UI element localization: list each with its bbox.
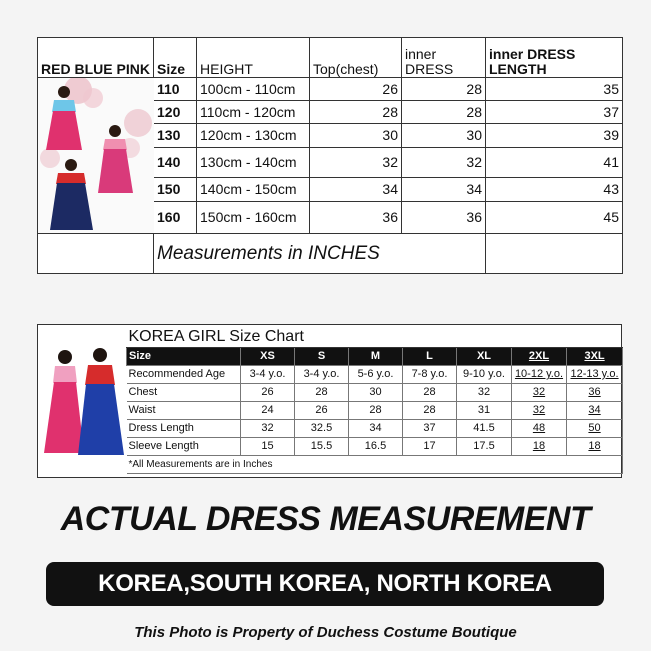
height-cell: 130cm - 140cm (197, 148, 310, 177)
empty-cell (486, 234, 623, 274)
head-3xl: 3XL (567, 348, 623, 366)
cell: 18 (567, 438, 623, 456)
korea-girl-size-chart (37, 324, 622, 478)
cell: 16.5 (349, 438, 403, 456)
size-cell: 140 (154, 148, 197, 177)
cell: 15.5 (295, 438, 349, 456)
cell: 28 (403, 384, 457, 402)
cell: 28 (349, 402, 403, 420)
row-label: Dress Length (127, 420, 241, 438)
inner-cell: 32 (402, 148, 486, 177)
inner-cell: 28 (402, 101, 486, 124)
head-l: L (403, 348, 457, 366)
empty-cell (38, 234, 154, 274)
header-inner-dress-length: inner DRESS LENGTH (486, 38, 623, 78)
table-row (127, 420, 623, 438)
table-row (127, 366, 623, 384)
hanbok-girls-illustration (38, 78, 154, 233)
cell: 34 (567, 402, 623, 420)
size-cell: 150 (154, 177, 197, 201)
size-table-inches (37, 37, 623, 274)
size-cell: 160 (154, 201, 197, 233)
header-inner-dress: inner DRESS (402, 38, 486, 78)
table-row (127, 402, 623, 420)
size-cell: 120 (154, 101, 197, 124)
top-cell: 34 (310, 177, 402, 201)
inner-cell: 28 (402, 78, 486, 101)
header-top-chest: Top(chest) (310, 38, 402, 78)
table-row (127, 438, 623, 456)
row-label: Chest (127, 384, 241, 402)
inner-cell: 30 (402, 124, 486, 148)
length-cell: 39 (486, 124, 623, 148)
cell: 15 (241, 438, 295, 456)
cell: 10-12 y.o. (512, 366, 567, 384)
length-cell: 37 (486, 101, 623, 124)
height-cell: 110cm - 120cm (197, 101, 310, 124)
size-cell: 130 (154, 124, 197, 148)
head-2xl: 2XL (512, 348, 567, 366)
table-header-row (38, 38, 623, 78)
footnote: *All Measurements are in Inches (127, 456, 623, 474)
chart-title: KOREA GIRL Size Chart (127, 325, 623, 348)
row-label: Waist (127, 402, 241, 420)
cell: 30 (349, 384, 403, 402)
cell: 32 (457, 384, 512, 402)
copyright-notice: This Photo is Property of Duchess Costume Boutique (134, 624, 517, 641)
product-photo-three-girls (38, 78, 154, 234)
table-row (127, 384, 623, 402)
footnote-row (127, 456, 623, 474)
inner-cell: 36 (402, 201, 486, 233)
size-header-row (127, 348, 623, 366)
length-cell: 45 (486, 201, 623, 233)
cell: 41.5 (457, 420, 512, 438)
cell: 17 (403, 438, 457, 456)
cell: 37 (403, 420, 457, 438)
inner-cell: 34 (402, 177, 486, 201)
cell: 28 (403, 402, 457, 420)
cell: 48 (512, 420, 567, 438)
header-size: Size (154, 38, 197, 78)
row-label: Sleeve Length (127, 438, 241, 456)
cell: 36 (567, 384, 623, 402)
head-xl: XL (457, 348, 512, 366)
cell: 7-8 y.o. (403, 366, 457, 384)
cell: 3-4 y.o. (295, 366, 349, 384)
cell: 12-13 y.o. (567, 366, 623, 384)
height-cell: 100cm - 110cm (197, 78, 310, 101)
cell: 3-4 y.o. (241, 366, 295, 384)
height-cell: 150cm - 160cm (197, 201, 310, 233)
length-cell: 43 (486, 177, 623, 201)
headline: ACTUAL DRESS MEASUREMENT (60, 500, 591, 538)
height-cell: 140cm - 150cm (197, 177, 310, 201)
country-banner: KOREA,SOUTH KOREA, NORTH KOREA (46, 562, 604, 606)
table-note-row (38, 234, 623, 274)
head-xs: XS (241, 348, 295, 366)
length-cell: 35 (486, 78, 623, 101)
size-cell: 110 (154, 78, 197, 101)
cell: 5-6 y.o. (349, 366, 403, 384)
top-cell: 36 (310, 201, 402, 233)
header-colors: RED BLUE PINK (38, 38, 154, 78)
cell: 24 (241, 402, 295, 420)
cell: 26 (241, 384, 295, 402)
top-cell: 30 (310, 124, 402, 148)
measurement-unit-note: Measurements in INCHES (154, 234, 486, 274)
cell: 17.5 (457, 438, 512, 456)
cell: 32 (512, 402, 567, 420)
cell: 9-10 y.o. (457, 366, 512, 384)
height-cell: 120cm - 130cm (197, 124, 310, 148)
cell: 26 (295, 402, 349, 420)
size-grid (126, 325, 623, 474)
head-size: Size (127, 348, 241, 366)
table-row (38, 78, 623, 101)
hanbok-girls-photo (38, 325, 126, 477)
head-s: S (295, 348, 349, 366)
top-cell: 32 (310, 148, 402, 177)
cell: 32 (241, 420, 295, 438)
header-height: HEIGHT (197, 38, 310, 78)
row-label: Recommended Age (127, 366, 241, 384)
cell: 32 (512, 384, 567, 402)
top-cell: 26 (310, 78, 402, 101)
cell: 31 (457, 402, 512, 420)
cell: 50 (567, 420, 623, 438)
cell: 28 (295, 384, 349, 402)
cell: 34 (349, 420, 403, 438)
top-cell: 28 (310, 101, 402, 124)
length-cell: 41 (486, 148, 623, 177)
head-m: M (349, 348, 403, 366)
cell: 32.5 (295, 420, 349, 438)
cell: 18 (512, 438, 567, 456)
